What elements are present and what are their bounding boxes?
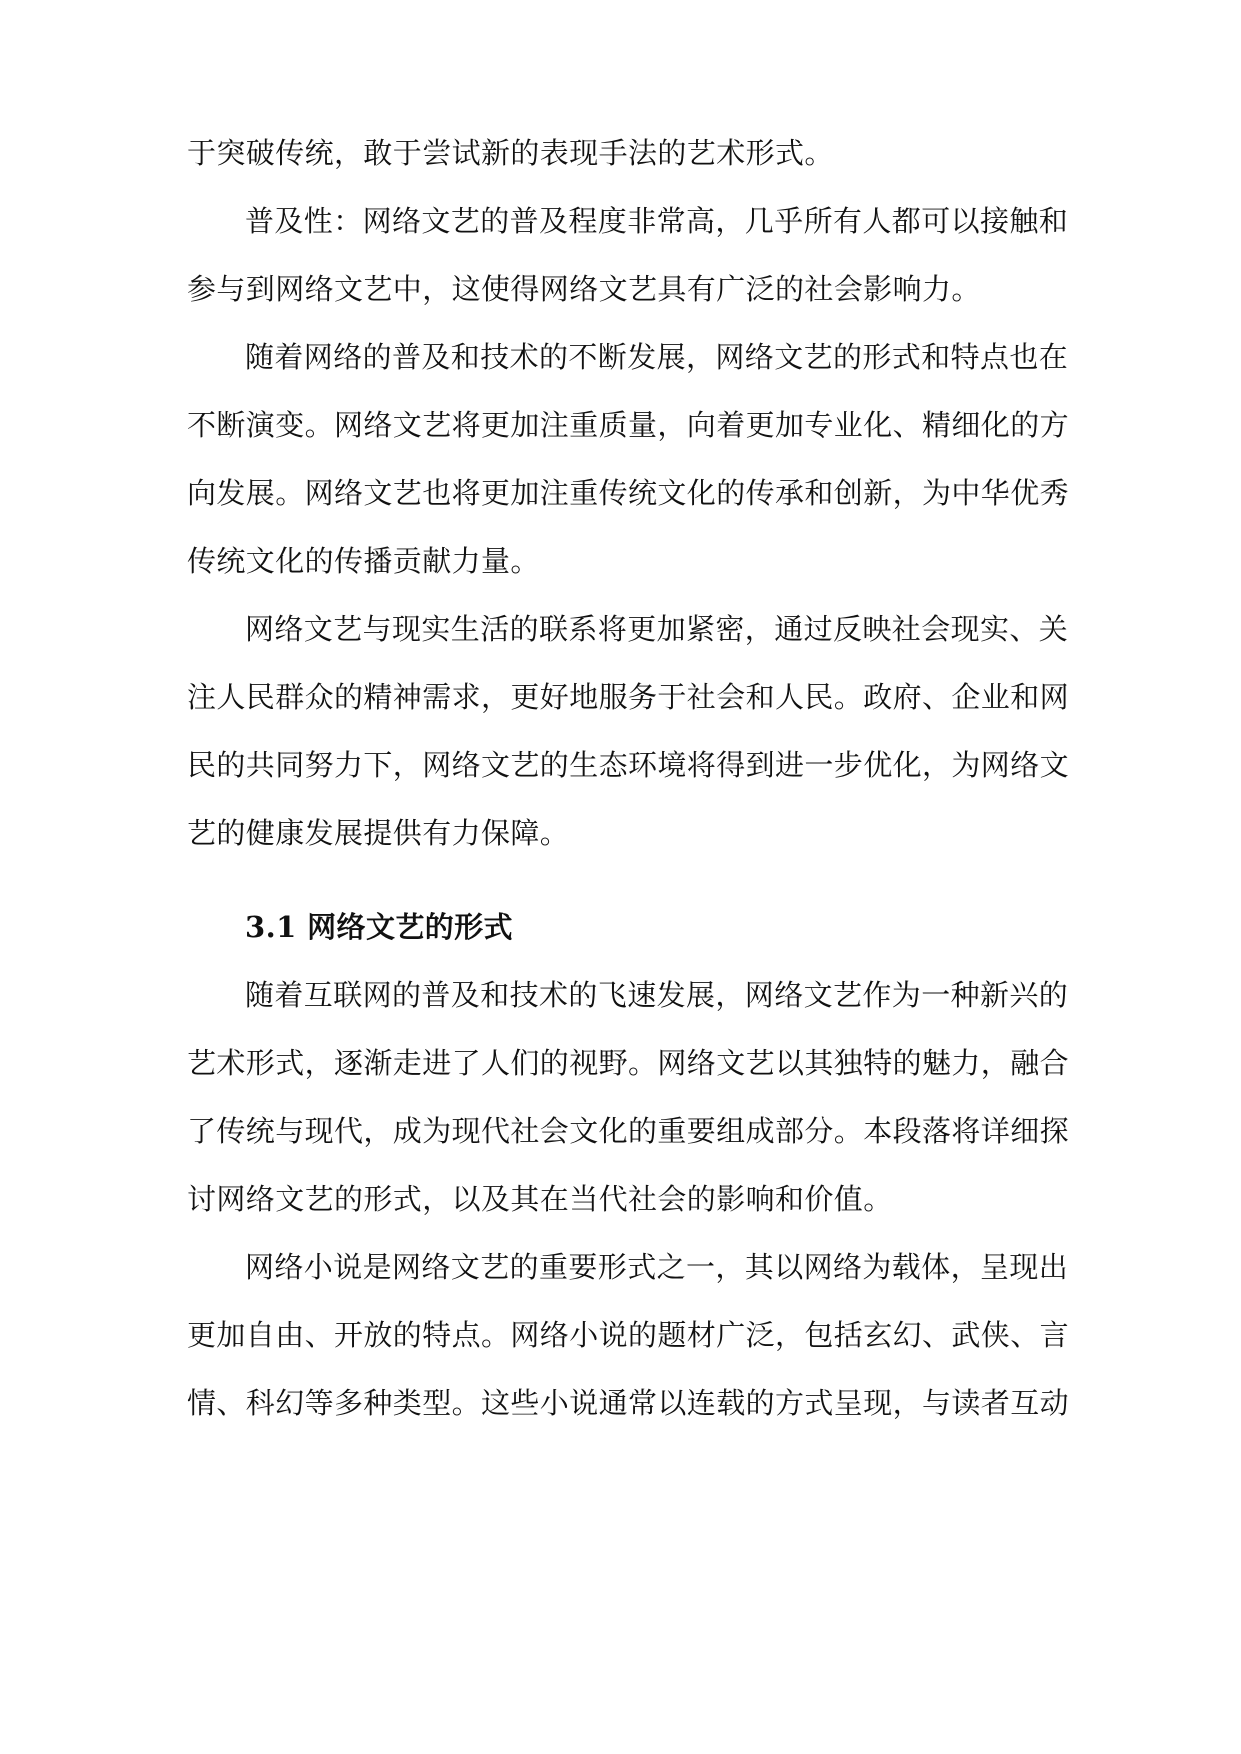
paragraph-line: 于突破传统，敢于尝试新的表现手法的艺术形式。 <box>187 136 834 170</box>
paragraph-line: 网络小说是网络文艺的重要形式之一，其以网络为载体，呈现出 <box>245 1250 1069 1284</box>
paragraph-line: 艺的健康发展提供有力保障。 <box>187 816 570 850</box>
paragraph-line: 向发展。网络文艺也将更加注重传统文化的传承和创新，为中华优秀 <box>187 476 1070 510</box>
paragraph-line: 讨网络文艺的形式，以及其在当代社会的影响和价值。 <box>187 1182 893 1216</box>
paragraph-line: 注人民群众的精神需求，更好地服务于社会和人民。政府、企业和网 <box>187 680 1070 714</box>
paragraph-line: 普及性：网络文艺的普及程度非常高，几乎所有人都可以接触和 <box>245 204 1069 238</box>
paragraph-line: 网络文艺与现实生活的联系将更加紧密，通过反映社会现实、关 <box>245 612 1069 646</box>
paragraph-line: 民的共同努力下，网络文艺的生态环境将得到进一步优化，为网络文 <box>187 748 1070 782</box>
paragraph-line: 传统文化的传播贡献力量。 <box>187 544 540 578</box>
paragraph-line: 更加自由、开放的特点。网络小说的题材广泛，包括玄幻、武侠、言 <box>187 1318 1070 1352</box>
section-heading: 3.1 网络文艺的形式 <box>245 910 513 944</box>
paragraph-line: 艺术形式，逐渐走进了人们的视野。网络文艺以其独特的魅力，融合 <box>187 1046 1070 1080</box>
paragraph-line: 随着互联网的普及和技术的飞速发展，网络文艺作为一种新兴的 <box>245 978 1069 1012</box>
paragraph-line: 随着网络的普及和技术的不断发展，网络文艺的形式和特点也在 <box>245 340 1069 374</box>
paragraph-line: 参与到网络文艺中，这使得网络文艺具有广泛的社会影响力。 <box>187 272 981 306</box>
paragraph-line: 情、科幻等多种类型。这些小说通常以连载的方式呈现，与读者互动 <box>187 1386 1070 1420</box>
paragraph-line: 了传统与现代，成为现代社会文化的重要组成部分。本段落将详细探 <box>187 1114 1070 1148</box>
paragraph-line: 不断演变。网络文艺将更加注重质量，向着更加专业化、精细化的方 <box>187 408 1070 442</box>
